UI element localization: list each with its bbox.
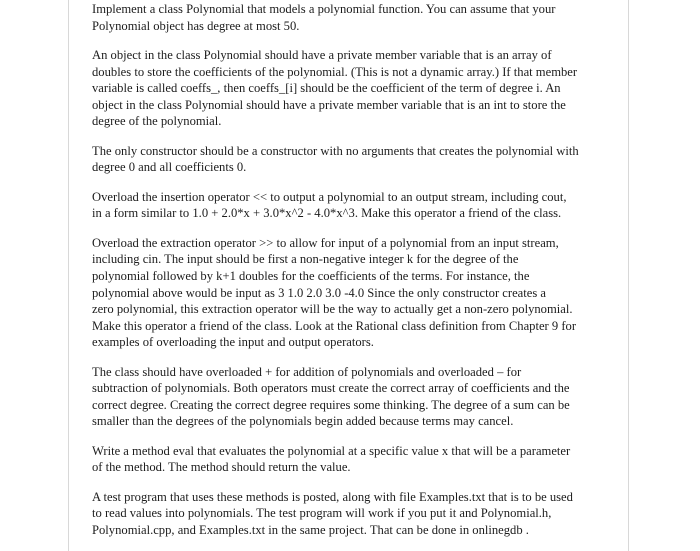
text-line: degree 0 and all coefficients 0. [92, 160, 247, 175]
text-line: The only constructor should be a constructor with no arguments that creates the polynomial with [92, 143, 579, 158]
text-line: polynomial above would be input as 3 1.0 2.0 3.0 -4.0 Since the only constructor creates a [92, 285, 546, 300]
text-line: subtraction of polynomials. Both operators must create the correct array of coefficients and the [92, 381, 570, 396]
text-line: polynomial followed by k+1 doubles for the coefficients of the terms. For instance, the [92, 268, 530, 283]
text-line: The class should have overloaded + for addition of polynomials and overloaded – for [92, 364, 522, 379]
text-line: to read values into polynomials. The test program will work if you put it and Polynomial.h, [92, 506, 552, 521]
text-line: degree of the polynomial. [92, 114, 222, 129]
text-line: Overload the extraction operator >> to allow for input of a polynomial from an input stream, [92, 235, 559, 250]
text-line: object in the class Polynomial should have a private member variable that is an int to store the [92, 97, 566, 112]
paragraph-member-variables [92, 47, 616, 130]
text-line: Make this operator a friend of the class. Look at the Rational class definition from Chapter 9 for [92, 318, 577, 333]
text-line: examples of overloading the input and output operators. [92, 335, 374, 350]
text-line: Implement a class Polynomial that models a polynomial function. You can assume that your [92, 2, 556, 16]
text-line: of the method. The method should return the value. [92, 460, 351, 475]
page-left-edge [68, 0, 69, 551]
text-line: An object in the class Polynomial should have a private member variable that is an array of [92, 47, 552, 62]
paragraph-constructor [92, 143, 616, 176]
text-line: Overload the insertion operator << to output a polynomial to an output stream, including cout, [92, 189, 567, 204]
text-line: doubles to store the coefficients of the polynomial. (This is not a dynamic array.) If that member [92, 64, 578, 79]
text-line: Polynomial object has degree at most 50. [92, 18, 300, 33]
paragraph-extraction-operator [92, 235, 616, 351]
paragraph-addition-subtraction [92, 364, 616, 430]
text-line: variable is called coeffs_, then coeffs_[i] should be the coefficient of the term of degree i. An [92, 81, 561, 96]
assignment-text [92, 1, 616, 551]
text-line: zero polynomial, this extraction operator will be the way to actually get a non-zero polynomial. [92, 302, 573, 317]
text-line: including cin. The input should be first a non-negative integer k for the degree of the [92, 252, 519, 267]
paragraph-test-program [92, 489, 616, 539]
paragraph-intro [92, 1, 616, 34]
text-line: correct degree. Creating the correct degree requires some thinking. The degree of a sum can be [92, 397, 570, 412]
paragraph-eval-method [92, 443, 616, 476]
text-line: Polynomial.cpp, and Examples.txt in the same project. That can be done in onlinegdb . [92, 523, 529, 538]
text-line: A test program that uses these methods is posted, along with file Examples.txt that is to be used [92, 489, 573, 504]
text-line: Write a method eval that evaluates the polynomial at a specific value x that will be a parameter [92, 443, 571, 458]
page-right-edge [628, 0, 629, 551]
text-line: in a form similar to 1.0 + 2.0*x + 3.0*x^2 - 4.0*x^3. Make this operator a friend of the class. [92, 206, 562, 221]
paragraph-insertion-operator [92, 189, 616, 222]
text-line: smaller than the degrees of the polynomials begin added because terms may cancel. [92, 414, 514, 429]
